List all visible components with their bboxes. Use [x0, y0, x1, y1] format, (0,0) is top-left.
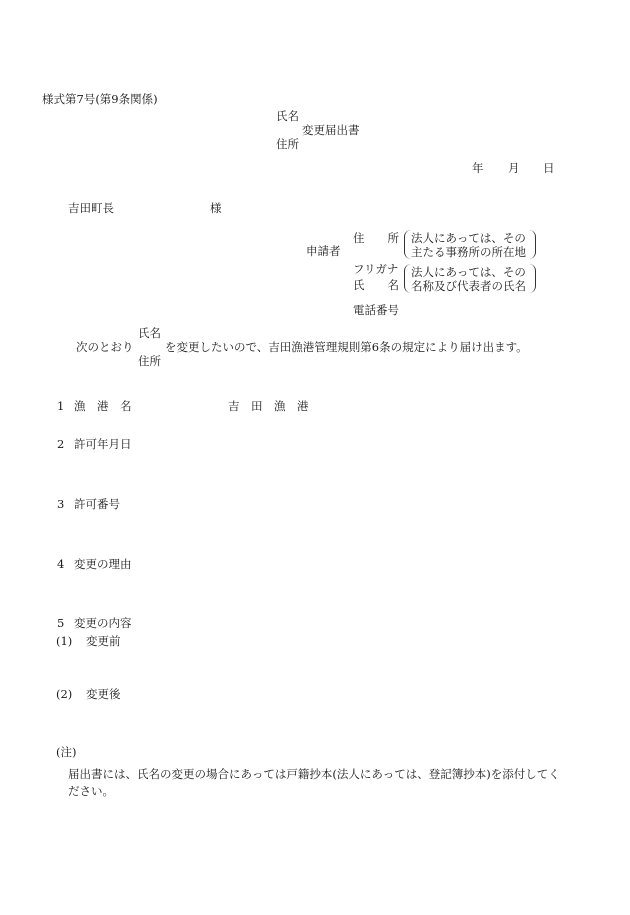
- item-3-label: 許可番号: [74, 497, 120, 511]
- address-note-brace: [404, 230, 536, 259]
- item-5-num: 5: [57, 616, 65, 630]
- sub-item-2-label: 変更後: [86, 687, 121, 701]
- item-5-label: 変更の内容: [74, 616, 132, 630]
- phone-label: 電話番号: [353, 303, 399, 317]
- note-line-1: 届出書には、氏名の変更の場合にあっては戸籍抄本(法人にあっては、登記簿抄本)を添付してく: [68, 767, 560, 781]
- date-month: 月: [508, 161, 520, 175]
- sub-item-1-label: 変更前: [86, 634, 121, 648]
- sub-item-2-num: (2): [56, 687, 73, 701]
- body-suffix: を変更したいので、吉田漁港管理規則第6条の規定により届け出ます。: [165, 340, 528, 354]
- item-4-num: 4: [57, 557, 65, 571]
- sub-item-1-num: (1): [56, 634, 73, 648]
- date-year: 年: [472, 161, 484, 175]
- address-note-line-2: 主たる事務所の所在地: [411, 245, 526, 259]
- applicant-label: 申請者: [306, 244, 341, 258]
- date-day: 日: [543, 161, 555, 175]
- item-1-label: 漁 港 名: [74, 399, 132, 413]
- address-note-line-1: 法人にあっては、その: [411, 231, 526, 245]
- name-note-brace: [404, 264, 536, 293]
- item-1-num: 1: [57, 399, 65, 413]
- body-lower: 住所: [138, 354, 161, 368]
- addressee-honorific: 様: [210, 201, 222, 215]
- title-lower: 住所: [276, 137, 299, 151]
- note-heading: (注): [56, 745, 77, 759]
- title-upper: 氏名: [276, 109, 299, 123]
- item-2-num: 2: [57, 437, 65, 451]
- item-1-value: 吉 田 漁 港: [228, 399, 309, 413]
- item-2-label: 許可年月日: [74, 437, 132, 451]
- page-title: 変更届出書: [302, 123, 360, 137]
- body-prefix: 次のとおり: [76, 340, 134, 354]
- item-4-label: 変更の理由: [74, 557, 132, 571]
- note-line-2: ださい。: [68, 784, 114, 798]
- address-label: 住 所: [353, 231, 399, 245]
- form-number: 様式第7号(第9条関係): [42, 92, 158, 106]
- addressee-name: 吉田町長: [68, 201, 114, 215]
- body-upper: 氏名: [138, 326, 161, 340]
- furigana-label: フリガナ: [353, 262, 399, 276]
- item-3-num: 3: [57, 497, 65, 511]
- name-note-line-1: 法人にあっては、その: [411, 265, 526, 279]
- name-note-line-2: 名称及び代表者の氏名: [411, 279, 526, 293]
- name-label: 氏 名: [353, 278, 399, 292]
